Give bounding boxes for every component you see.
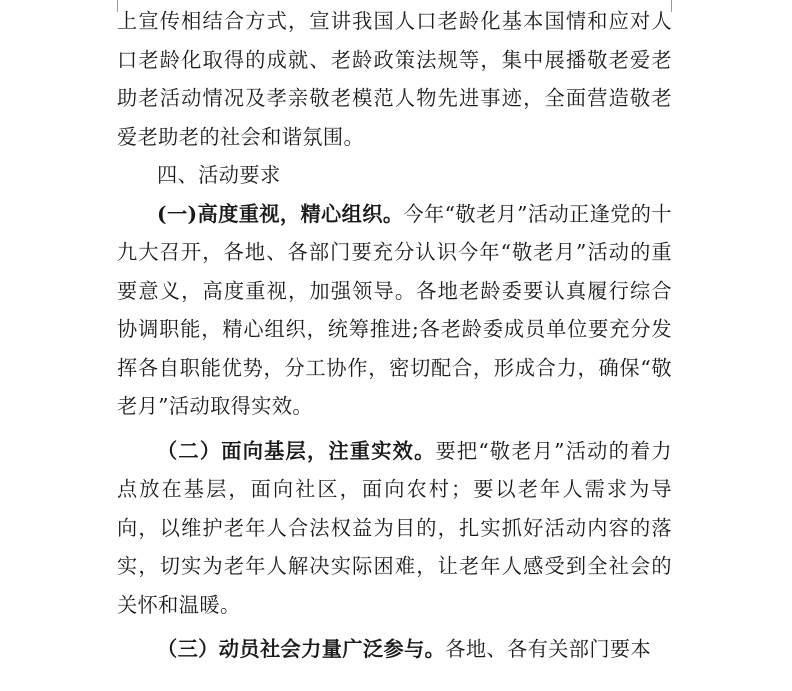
item-title-3: （三）动员社会力量广泛参与。 (157, 637, 446, 661)
item-paragraph-2 (117, 432, 672, 625)
item-body-2: 要把“敬老月”活动的着力点放在基层，面向社区，面向农村；要以老年人需求为导向，以维护老年人合法权益为目的，扎实抓好活动内容的落实，切实为老年人解决实际困难，让老年人感受到全社会的关怀和温暖。 (117, 438, 672, 617)
intro-paragraph: 上宣传相结合方式，宣讲我国人口老龄化基本国情和应对人口老龄化取得的成就、老龄政策法规等，集中展播敬老爱老助老活动情况及孝亲敬老模范人物先进事迹，全面营造敬老爱老助老的社会和谐氛围。 (117, 9, 672, 149)
item-title-1: (一)高度重视，精心组织。 (157, 201, 404, 226)
item-paragraph-1 (117, 195, 672, 426)
item-body-3: 各地、各有关部门要本 (445, 637, 652, 661)
section-heading: 四、活动要求 (157, 163, 281, 187)
item-title-2: （二）面向基层，注重实效。 (157, 438, 436, 463)
item-body-1: 今年“敬老月”活动正逢党的十九大召开，各地、各部门要充分认识今年“敬老月”活动的重要意义，高度重视，加强领导。各地老龄委要认真履行综合协调职能，精心组织，统筹推进;各老龄委成员单位要充分发挥各自职能优势，分工协作，密切配合，形成合力，确保“敬老月”活动取得实效。 (117, 201, 672, 418)
document-body (117, 2, 672, 669)
item-paragraph-3 (117, 630, 672, 669)
